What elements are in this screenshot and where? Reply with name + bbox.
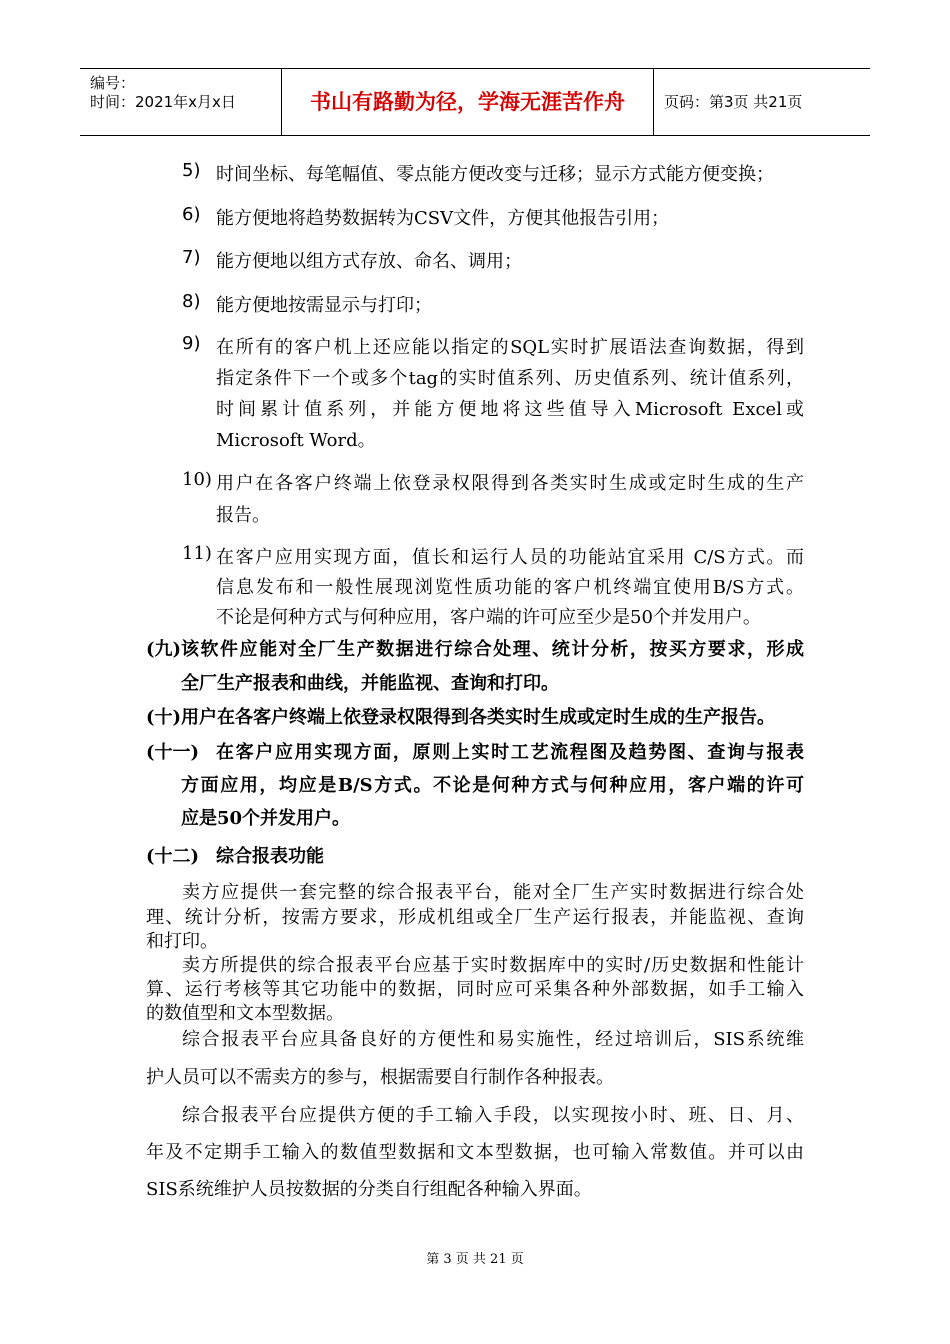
item-text: 指定条件下一个或多个tag的实时值系列、历史值系列、统计值系列， — [216, 368, 804, 389]
item-number: 6) — [182, 204, 201, 225]
item-number: 9) — [182, 333, 201, 354]
paragraph-line: 和打印。 — [146, 931, 218, 952]
doc-time-label: 时间：2021年x月x日 — [90, 93, 236, 111]
section-text: 应是50个并发用户。 — [181, 808, 351, 829]
paragraph-line: 算、运行考核等其它功能中的数据，同时应可采集各种外部数据，如手工输入 — [146, 979, 804, 1000]
paragraph-line: SIS系统维护人员按数据的分类自行组配各种输入界面。 — [146, 1179, 592, 1200]
item-text: Microsoft Word。 — [216, 430, 376, 451]
item-text: 时间累计值系列，并能方便地将这些值导入Microsoft Excel或 — [216, 399, 804, 420]
item-text: 信息发布和一般性展现浏览性质功能的客户机终端宜使用B/S方式。 — [216, 577, 804, 598]
item-text: 不论是何种方式与何种应用，客户端的许可应至少是50个并发用户。 — [216, 607, 761, 628]
section-number: (十) — [146, 707, 182, 728]
item-text: 在客户应用实现方面，值长和运行人员的功能站宜采用 C/S方式。而 — [216, 547, 804, 568]
paragraph-line: 综合报表平台应提供方便的手工输入手段，以实现按小时、班、日、月、 — [182, 1105, 804, 1126]
section-text: 在客户应用实现方面，原则上实时工艺流程图及趋势图、查询与报表 — [216, 742, 804, 763]
section-text: 方面应用，均应是B/S方式。不论是何种方式与何种应用，客户端的许可 — [181, 775, 804, 796]
section-text: 用户在各客户终端上依登录权限得到各类实时生成或定时生成的生产报告。 — [181, 707, 775, 728]
item-text: 时间坐标、每笔幅值、零点能方便改变与迁移；显示方式能方便变换； — [216, 164, 774, 185]
item-text: 报告。 — [216, 505, 270, 526]
page-header — [80, 68, 870, 136]
header-meta-cell — [80, 69, 282, 135]
item-number: 5) — [182, 160, 201, 181]
section-number: (九) — [146, 639, 182, 660]
item-text: 在所有的客户机上还应能以指定的SQL实时扩展语法查询数据，得到 — [216, 337, 804, 358]
item-number: 7) — [182, 247, 201, 268]
item-number: 11) — [182, 543, 212, 564]
item-text: 能方便地按需显示与打印； — [216, 295, 432, 316]
page-footer: 第 3 页 共 21 页 — [426, 1252, 524, 1267]
paragraph-line: 综合报表平台应具备良好的方便性和易实施性，经过培训后，SIS系统维 — [182, 1029, 804, 1050]
paragraph-line: 护人员可以不需卖方的参与，根据需要自行制作各种报表。 — [146, 1067, 614, 1088]
doc-code-label: 编号： — [90, 74, 136, 92]
section-number: (十一) — [146, 742, 200, 763]
section-text: 该软件应能对全厂生产数据进行综合处理、统计分析，按买方要求，形成 — [181, 639, 804, 660]
paragraph-line: 卖方应提供一套完整的综合报表平台，能对全厂生产实时数据进行综合处 — [182, 882, 804, 903]
section-heading: 综合报表功能 — [216, 846, 324, 867]
item-text: 用户在各客户终端上依登录权限得到各类实时生成或定时生成的生产 — [216, 473, 804, 494]
header-page-info: 页码：第3页 共21页 — [664, 93, 803, 111]
header-motto: 书山有路勤为径，学海无涯苦作舟 — [282, 69, 654, 135]
paragraph-line: 卖方所提供的综合报表平台应基于实时数据库中的实时/历史数据和性能计 — [182, 955, 804, 976]
section-text: 全厂生产报表和曲线，并能监视、查询和打印。 — [181, 673, 559, 694]
item-text: 能方便地将趋势数据转为CSV文件，方便其他报告引用； — [216, 208, 670, 229]
paragraph-line: 年及不定期手工输入的数值型数据和文本型数据，也可输入常数值。并可以由 — [146, 1142, 804, 1163]
item-number: 8) — [182, 291, 201, 312]
section-number: (十二) — [146, 846, 200, 867]
item-text: 能方便地以组方式存放、命名、调用； — [216, 251, 522, 272]
paragraph-line: 的数值型和文本型数据。 — [146, 1003, 344, 1024]
paragraph-line: 理、统计分析，按需方要求，形成机组或全厂生产运行报表，并能监视、查询 — [146, 907, 804, 928]
item-number: 10) — [182, 469, 212, 490]
